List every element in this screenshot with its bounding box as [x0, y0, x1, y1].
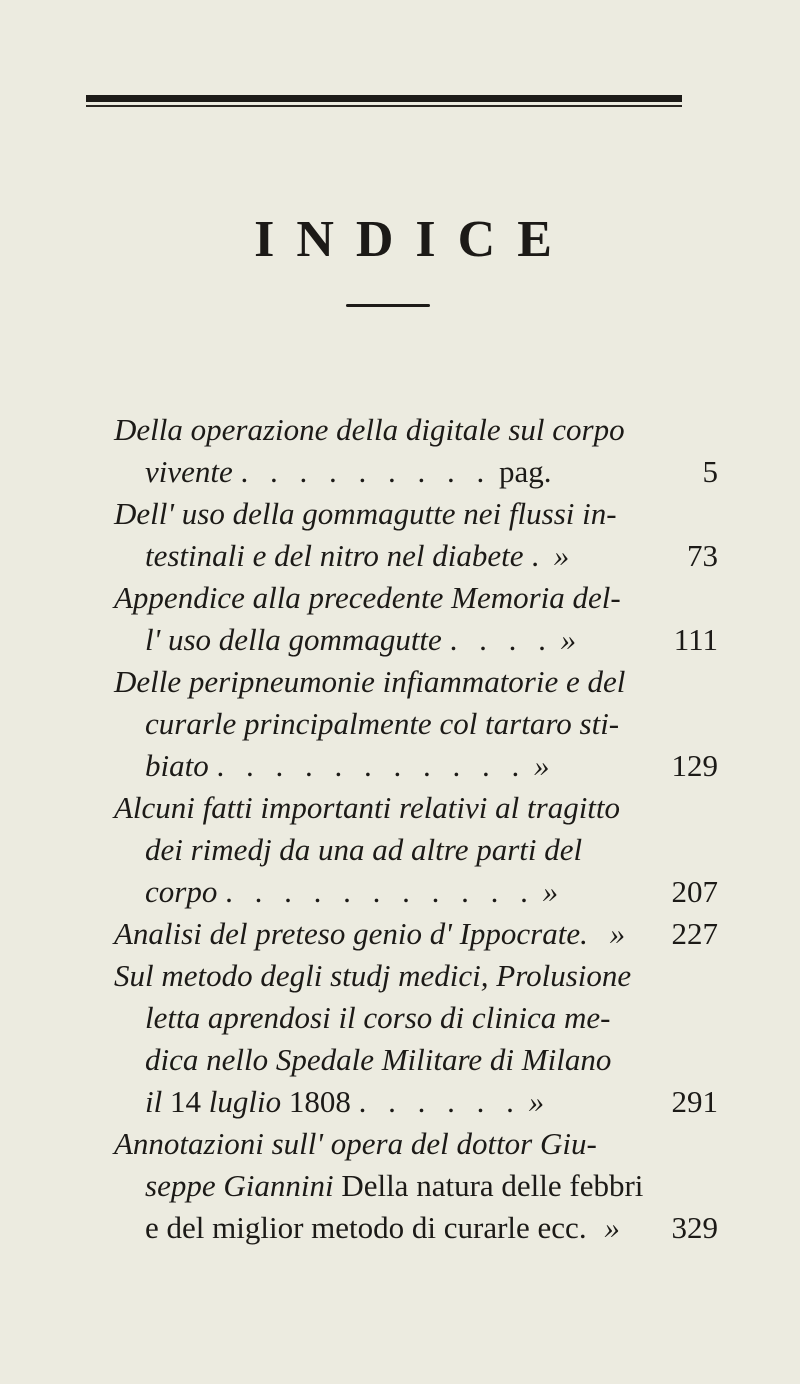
- entry-6-page: 227: [671, 916, 718, 951]
- title-rule: [346, 304, 430, 307]
- top-rule: [86, 95, 682, 102]
- entry-7-line-1: Sul metodo degli studj medici, Prolusione: [114, 958, 632, 993]
- entry-7-text-a: il: [145, 1084, 163, 1119]
- top-rule-thin: [86, 105, 682, 107]
- entry-5-marker: »: [542, 874, 559, 909]
- entry-4-marker: »: [533, 748, 550, 783]
- entry-1-leader: . . . . . . . . .: [240, 454, 492, 489]
- entry-1-marker: pag.: [499, 454, 552, 489]
- entry-1-line-1: Della operazione della digitale sul corpo: [114, 412, 625, 447]
- entry-7-day: 14: [169, 1084, 201, 1119]
- entry-3-text: l' uso della gommagutte: [145, 622, 442, 657]
- entry-1-text: vivente: [145, 454, 233, 489]
- entry-4-line-2: curarle principalmente col tartaro sti-: [145, 706, 620, 741]
- entry-5-page: 207: [671, 874, 718, 909]
- entry-2-line-2: [145, 538, 569, 574]
- entry-3-leader: . . . .: [449, 622, 553, 657]
- entry-8-line-1: Annotazioni sull' opera del dottor Giu-: [114, 1126, 597, 1161]
- entry-5-line-2: dei rimedj da una ad altre parti del: [145, 832, 583, 867]
- entry-8-author: seppe Giannini: [145, 1168, 334, 1203]
- entry-1-page: 5: [702, 454, 718, 489]
- entry-7-year: 1808: [288, 1084, 351, 1119]
- entry-7-marker: »: [528, 1084, 545, 1119]
- entry-7-line-3: dica nello Spedale Militare di Milano: [145, 1042, 612, 1077]
- entry-3-page: 111: [673, 622, 718, 657]
- entry-6-text: Analisi del preteso genio d' Ippocrate.: [114, 916, 588, 951]
- entry-8-line-2: [145, 1168, 643, 1204]
- page-title: INDICE: [254, 211, 574, 268]
- entry-8-text: e del miglior metodo di curarle ecc.: [145, 1210, 587, 1245]
- entry-5-line-3: [145, 874, 558, 910]
- entry-7-page: 291: [671, 1084, 718, 1119]
- entry-5-line-1: Alcuni fatti importanti relativi al tragitto: [114, 790, 621, 825]
- entry-8-marker: »: [604, 1210, 620, 1245]
- entry-2-marker: »: [553, 538, 570, 573]
- entry-8-line-3: [145, 1210, 620, 1246]
- entry-4-page: 129: [671, 748, 718, 783]
- entry-2-page: 73: [687, 538, 718, 573]
- entry-5-text: corpo: [145, 874, 218, 909]
- entry-6-line-1: [114, 916, 625, 952]
- entry-8-work-title: Della natura delle febbri: [341, 1168, 644, 1203]
- entry-6-marker: »: [609, 916, 626, 951]
- entry-3-line-2: [145, 622, 576, 658]
- entry-7-line-4: [145, 1084, 544, 1120]
- entry-2-leader: .: [531, 538, 547, 573]
- entry-7-text-c: luglio: [208, 1084, 282, 1119]
- entry-4-line-1: Delle peripneumonie infiammatorie e del: [114, 664, 626, 699]
- entry-7-leader: . . . . . .: [358, 1084, 521, 1119]
- entry-4-text: biato: [145, 748, 209, 783]
- entry-3-line-1: Appendice alla precedente Memoria del-: [114, 580, 621, 615]
- entry-8-page: 329: [671, 1210, 718, 1245]
- entry-2-line-1: Dell' uso della gommagutte nei flussi in-: [114, 496, 617, 531]
- entry-5-leader: . . . . . . . . . . .: [225, 874, 535, 909]
- entry-4-leader: . . . . . . . . . . .: [216, 748, 527, 783]
- entry-3-marker: »: [560, 622, 577, 657]
- entry-2-text: testinali e del nitro nel diabete: [145, 538, 524, 573]
- entry-1-line-2: [145, 454, 552, 490]
- entry-4-line-3: [145, 748, 549, 784]
- entry-7-line-2: letta aprendosi il corso di clinica me-: [145, 1000, 611, 1035]
